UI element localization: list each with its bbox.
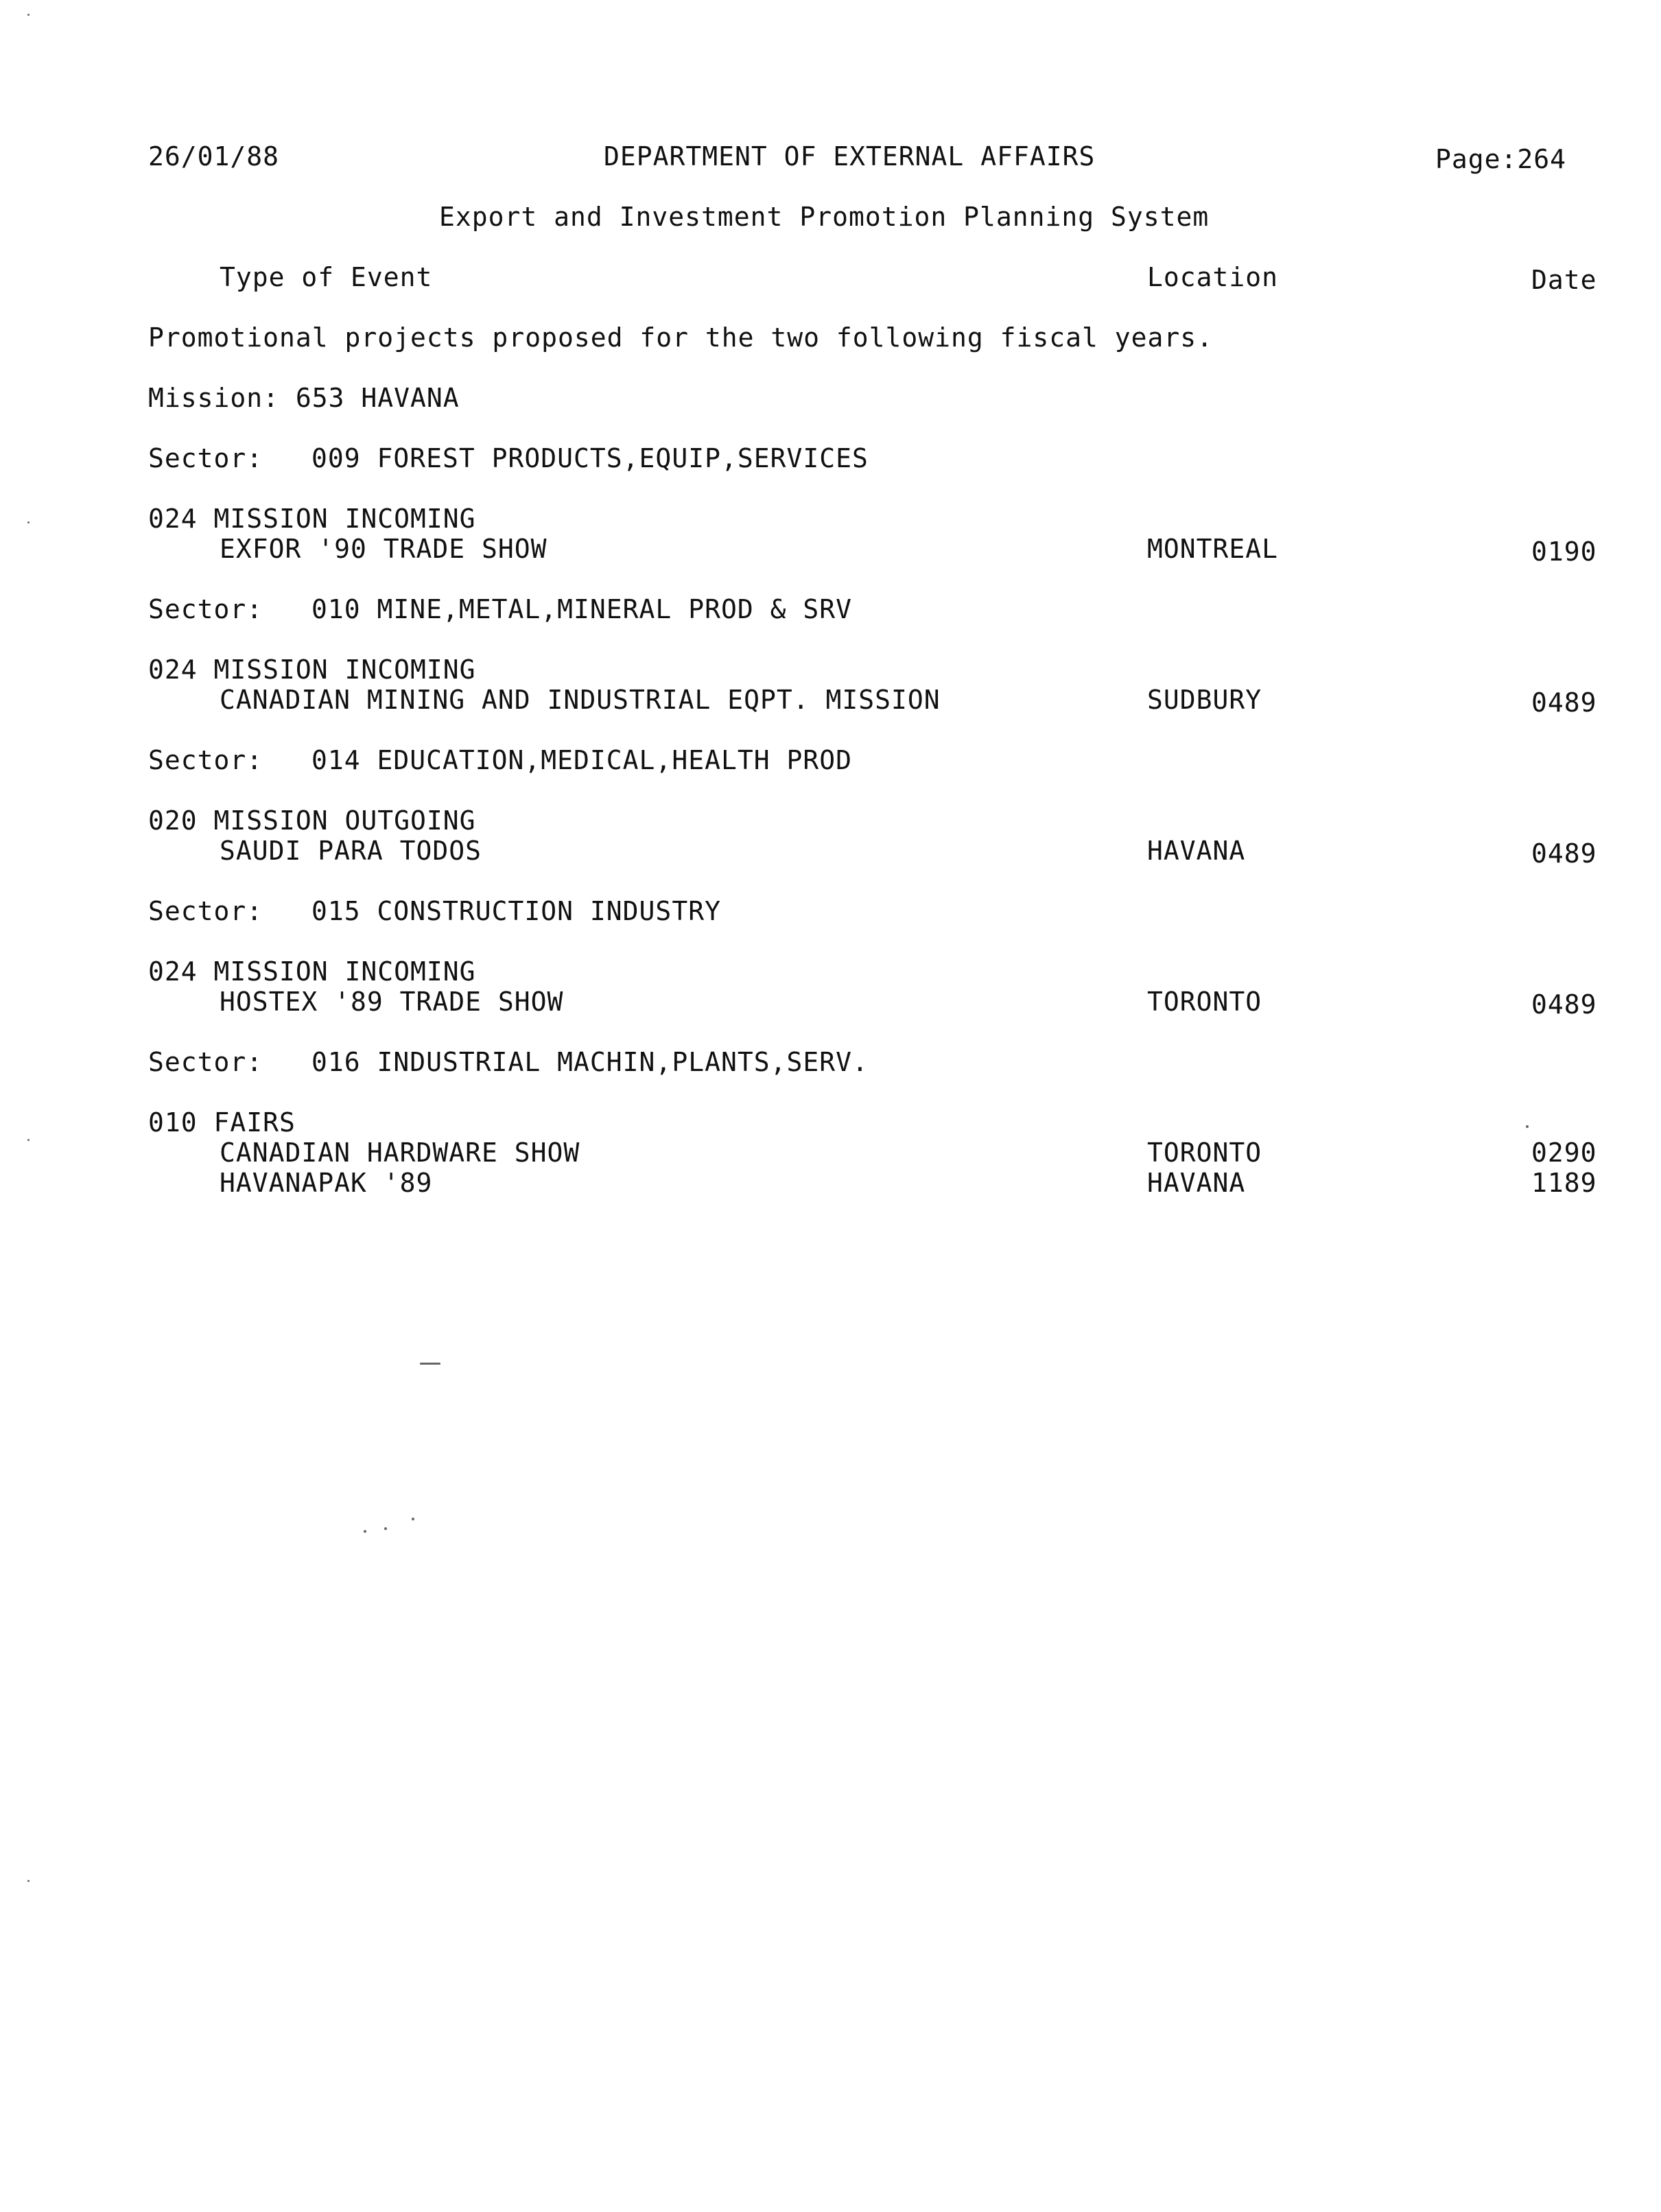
sector-name: 016 INDUSTRIAL MACHIN,PLANTS,SERV. <box>311 1047 869 1077</box>
system-title: Export and Investment Promotion Planning System <box>439 202 1210 232</box>
event-name: CANADIAN MINING AND INDUSTRIAL EQPT. MISSION <box>220 685 941 715</box>
event-location: TORONTO <box>1147 987 1262 1017</box>
event-location: TORONTO <box>1147 1138 1262 1168</box>
event-date: 0489 <box>1531 838 1597 869</box>
scan-speck <box>412 1518 414 1520</box>
report-date: 26/01/88 <box>148 141 280 172</box>
scan-speck <box>1526 1125 1529 1128</box>
scan-speck <box>27 1880 30 1882</box>
event-type: 024 MISSION INCOMING <box>148 956 476 987</box>
event-location: HAVANA <box>1147 836 1246 866</box>
event-date: 0190 <box>1531 537 1597 567</box>
scan-speck <box>27 521 30 523</box>
mission-line: Mission: 653 HAVANA <box>148 383 460 413</box>
page-number: Page:264 <box>1435 144 1567 174</box>
scan-speck <box>384 1527 387 1530</box>
event-name: CANADIAN HARDWARE SHOW <box>220 1138 580 1168</box>
column-location: Location <box>1147 262 1279 292</box>
event-name: EXFOR '90 TRADE SHOW <box>220 534 547 564</box>
event-type: 024 MISSION INCOMING <box>148 655 476 685</box>
event-location: MONTREAL <box>1147 534 1279 564</box>
sector-name: 014 EDUCATION,MEDICAL,HEALTH PROD <box>311 745 852 775</box>
sector-label: Sector: <box>148 745 263 775</box>
event-type: 010 FAIRS <box>148 1107 296 1138</box>
scan-speck <box>27 1139 30 1141</box>
sector-label: Sector: <box>148 896 263 926</box>
event-name: SAUDI PARA TODOS <box>220 836 482 866</box>
scan-speck <box>420 1363 440 1365</box>
event-location: HAVANA <box>1147 1168 1246 1198</box>
sector-name: 015 CONSTRUCTION INDUSTRY <box>311 896 721 926</box>
scan-speck <box>27 14 30 16</box>
event-name: HOSTEX '89 TRADE SHOW <box>220 987 564 1017</box>
event-type: 024 MISSION INCOMING <box>148 504 476 534</box>
event-type: 020 MISSION OUTGOING <box>148 805 476 836</box>
sector-name: 010 MINE,METAL,MINERAL PROD & SRV <box>311 594 852 624</box>
sector-label: Sector: <box>148 1047 263 1077</box>
sector-label: Sector: <box>148 594 263 624</box>
event-date: 0290 <box>1531 1138 1597 1168</box>
event-location: SUDBURY <box>1147 685 1262 715</box>
scan-speck <box>364 1530 366 1533</box>
sector-label: Sector: <box>148 443 263 473</box>
column-date: Date <box>1531 265 1597 295</box>
event-date: 0489 <box>1531 989 1597 1020</box>
department-title: DEPARTMENT OF EXTERNAL AFFAIRS <box>604 141 1096 172</box>
intro-text: Promotional projects proposed for the two following fiscal years. <box>148 322 1214 353</box>
event-date: 0489 <box>1531 687 1597 718</box>
event-date: 1189 <box>1531 1168 1597 1198</box>
event-name: HAVANAPAK '89 <box>220 1168 433 1198</box>
column-type-of-event: Type of Event <box>220 262 433 292</box>
sector-name: 009 FOREST PRODUCTS,EQUIP,SERVICES <box>311 443 869 473</box>
